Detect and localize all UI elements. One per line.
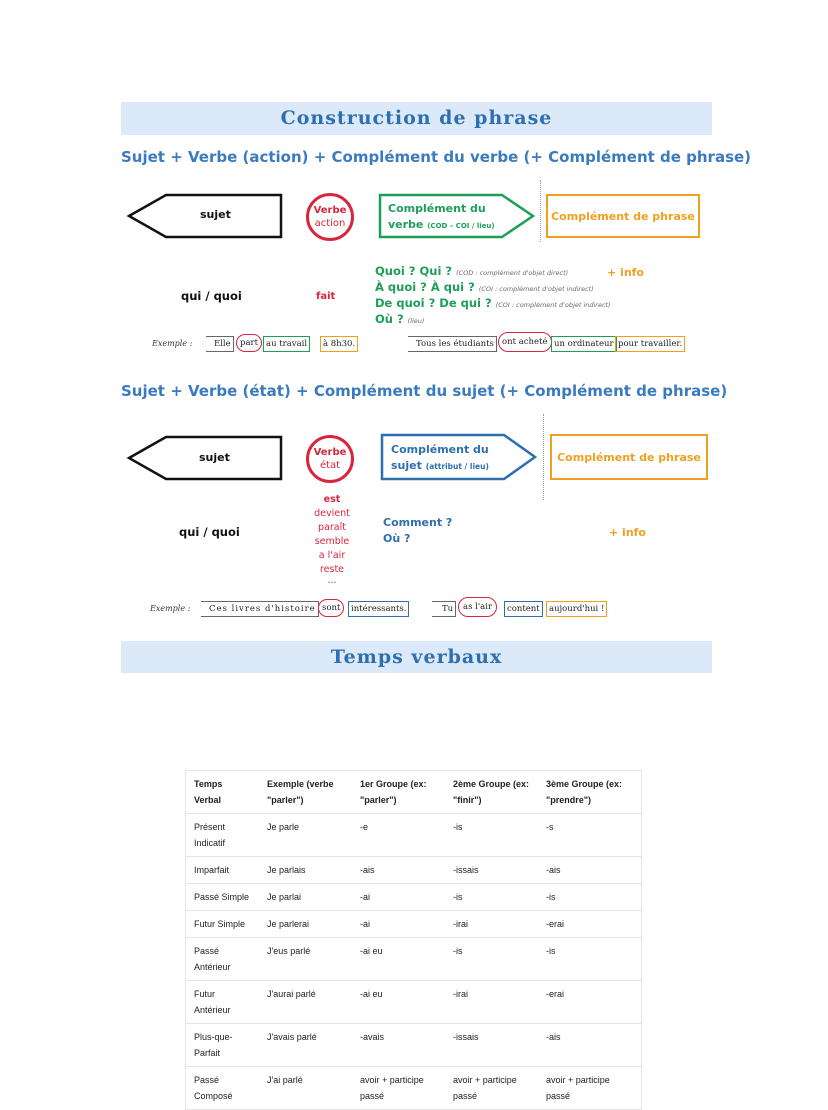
qui-quoi-label: qui / quoi <box>179 525 240 539</box>
example-complement-verb: au travail <box>263 336 310 352</box>
info-label: + info <box>607 266 644 279</box>
cv-small: (COD – COI / lieu) <box>427 222 495 230</box>
header-cell: Temps Verbal <box>186 771 260 814</box>
table-row: Passé Antérieur J'eus parlé -ai eu -is -is <box>186 938 642 981</box>
question-line: Où ? (lieu) <box>375 312 425 326</box>
info-label: + info <box>609 526 646 539</box>
example-verb: as l'air <box>458 597 497 617</box>
etat-label: état <box>319 460 341 471</box>
example-verb: ont acheté <box>498 332 552 352</box>
action-label: action <box>314 218 346 229</box>
table-header-row <box>186 771 642 814</box>
header-cell: 1er Groupe (ex: "parler") <box>352 771 445 814</box>
example-complement-phrase: à 8h30. <box>320 336 358 352</box>
table-row: Passé Composé J'ai parlé avoir + participe passé avoir + participe passé avoir + participe passé <box>186 1067 642 1110</box>
complement-phrase-box: Complément de phrase <box>546 194 700 238</box>
table-row: Passé Simple Je parlai -ai -is -is <box>186 884 642 911</box>
example-subject: Tu <box>432 601 456 617</box>
example-verb: sont <box>318 599 344 617</box>
question-line: Quoi ? Qui ? (COD : complément d'objet direct) <box>375 264 569 278</box>
etat-verbs-list: est devient paraît semble a l'air reste ... <box>314 494 350 586</box>
example-complement-sujet: intéressants. <box>348 601 409 617</box>
sujet-label: sujet <box>199 451 230 464</box>
table-row: Imparfait Je parlais -ais -issais -ais <box>186 857 642 884</box>
question-line: De quoi ? De qui ? (COI : complément d'objet indirect) <box>375 296 611 310</box>
header-cell: Exemple (verbe "parler") <box>259 771 352 814</box>
fait-label: fait <box>316 291 336 302</box>
example-subject: Ces livres d'histoire <box>201 601 319 617</box>
example-complement-sujet: content <box>504 601 543 617</box>
verbe-etat-circle <box>306 435 354 483</box>
sujet-label: sujet <box>200 208 231 221</box>
verbe-label: Verbe <box>313 205 347 216</box>
question-line: À quoi ? À qui ? (COI : complément d'objet indirect) <box>375 280 594 294</box>
verbe-label: Verbe <box>313 447 347 458</box>
divider-dotted <box>540 180 541 242</box>
cs-small: (attribut / lieu) <box>425 462 489 471</box>
example-verb: part <box>236 334 262 352</box>
heading-etat: Sujet + Verbe (état) + Complément du sujet (+ Complément de phrase) <box>121 382 728 400</box>
complement-phrase-box: Complément de phrase <box>550 434 708 480</box>
divider-dotted <box>543 414 544 500</box>
table-row: Plus-que-Parfait J'avais parlé -avais -issais -ais <box>186 1024 642 1067</box>
cv-line2: verbe <box>388 218 424 231</box>
example-subject: Elle <box>206 336 234 352</box>
temps-verbaux-table <box>185 770 642 1110</box>
heading-action: Sujet + Verbe (action) + Complément du verbe (+ Complément de phrase) <box>121 148 752 166</box>
etat-questions: Comment ? Où ? <box>383 516 453 545</box>
section-title-temps: Temps verbaux <box>121 641 712 673</box>
table-row: Futur Simple Je parlerai -ai -irai -erai <box>186 911 642 938</box>
example-subject: Tous les étudiants <box>408 336 497 352</box>
example-complement-phrase: pour travailler. <box>615 336 685 352</box>
cv-line1: Complément du <box>388 202 486 215</box>
example-label: Exemple : <box>150 604 191 613</box>
header-cell: 3ème Groupe (ex: "prendre") <box>538 771 642 814</box>
section-title-construction: Construction de phrase <box>121 102 712 135</box>
example-label: Exemple : <box>152 339 193 348</box>
verbe-action-circle <box>306 193 354 241</box>
cs-line1: Complément du <box>391 443 489 456</box>
header-cell: 2ème Groupe (ex: "finir") <box>445 771 538 814</box>
complement-verbe-text <box>388 201 495 234</box>
qui-quoi-label: qui / quoi <box>181 289 242 303</box>
example-complement-verb: un ordinateur <box>551 336 617 352</box>
example-complement-phrase: aujourd'hui ! <box>546 601 607 617</box>
cs-line2: sujet <box>391 459 422 472</box>
table-row: Futur Antérieur J'aurai parlé -ai eu -irai -erai <box>186 981 642 1024</box>
table-row: Présent Indicatif Je parle -e -is -s <box>186 814 642 857</box>
complement-sujet-text <box>391 442 489 475</box>
